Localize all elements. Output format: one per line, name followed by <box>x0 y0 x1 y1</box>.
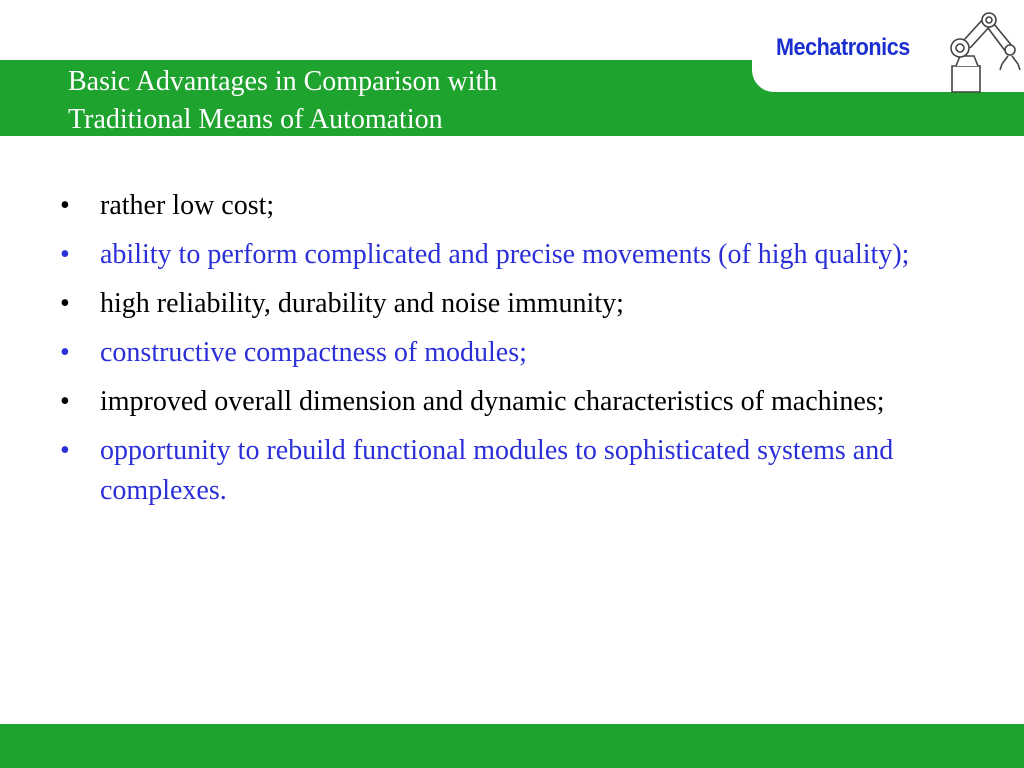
robot-arm-icon <box>944 10 1024 94</box>
bullet-text: improved overall dimension and dynamic characteristics of machines; <box>100 386 885 417</box>
bullet-item <box>60 333 980 373</box>
bullet-marker: • <box>60 337 70 368</box>
bullet-text: rather low cost; <box>100 190 275 221</box>
bullet-list <box>60 186 980 520</box>
bullet-item <box>60 186 980 226</box>
title-line-2: Traditional Means of Automation <box>68 104 443 135</box>
slide-title <box>68 63 708 139</box>
bullet-marker: • <box>60 190 70 221</box>
bullet-item <box>60 382 980 422</box>
bullet-marker: • <box>60 435 70 466</box>
bullet-text: opportunity to rebuild functional modules to sophisticated systems and complexes. <box>100 435 894 506</box>
footer-band <box>0 724 1024 768</box>
brand-logo-text: Mechatronics <box>776 34 910 61</box>
bullet-item <box>60 235 980 275</box>
bullet-item <box>60 284 980 324</box>
title-line-1: Basic Advantages in Comparison with <box>68 66 498 97</box>
bullet-marker: • <box>60 288 70 319</box>
bullet-text: high reliability, durability and noise immunity; <box>100 288 624 319</box>
bullet-item <box>60 431 980 511</box>
bullet-text: constructive compactness of modules; <box>100 337 527 368</box>
bullet-text: ability to perform complicated and precise movements (of high quality); <box>100 239 910 270</box>
bullet-marker: • <box>60 239 70 270</box>
bullet-marker: • <box>60 386 70 417</box>
